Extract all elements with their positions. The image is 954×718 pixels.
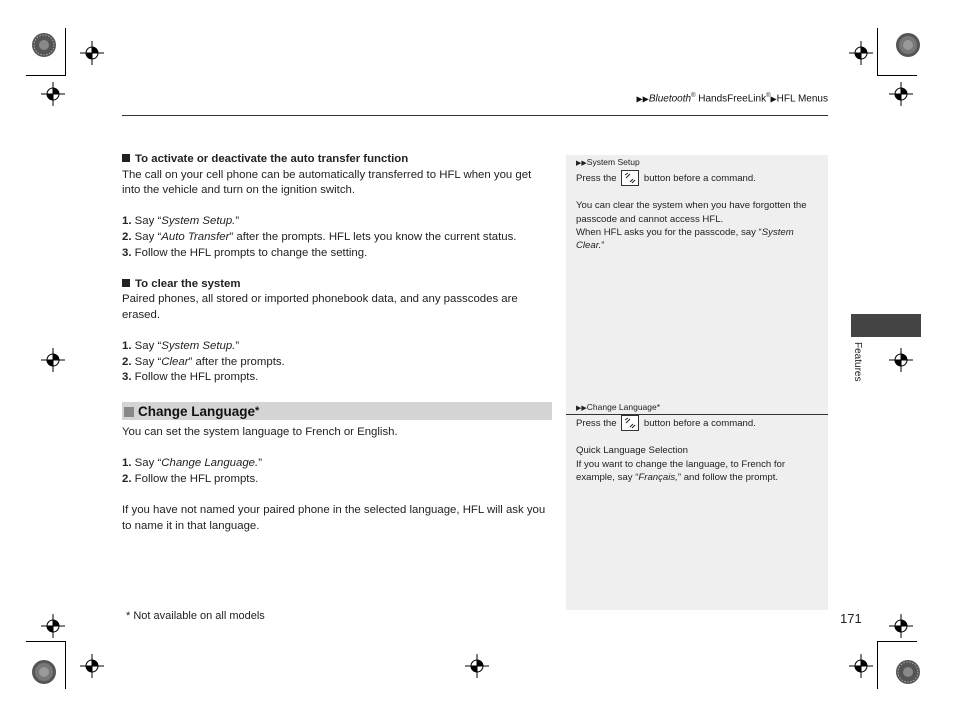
breadcrumb-bluetooth[interactable]: Bluetooth (648, 93, 692, 105)
change-language-content (122, 425, 552, 534)
crop-mark (65, 641, 66, 689)
step-item: 2. Say “Auto Transfer” after the prompts. HFL lets you know the current status. (122, 230, 517, 243)
crosshair-target-icon (41, 82, 65, 106)
triangle-icon: ▶ (770, 94, 777, 104)
sidebar-press-line: Press the button before a command. (566, 170, 828, 186)
crosshair-target-icon (80, 654, 104, 678)
crop-mark (877, 28, 878, 76)
registration-rosette-icon (893, 657, 923, 687)
square-bullet-icon (124, 407, 134, 417)
crosshair-target-icon (889, 82, 913, 106)
crosshair-target-icon (80, 41, 104, 65)
footnote: * Not available on all models (126, 610, 265, 622)
crosshair-target-icon (41, 614, 65, 638)
double-triangle-icon: ▶▶ (636, 94, 649, 104)
step-item: 3. Follow the HFL prompts. (122, 371, 259, 384)
main-content (122, 152, 552, 386)
step-item: 1. Say “System Setup.” (122, 340, 240, 353)
step-item: 2. Follow the HFL prompts. (122, 472, 259, 485)
sidebar-press-line: Press the button before a command. (566, 415, 828, 431)
breadcrumb-hfl-menus[interactable]: HFL Menus (776, 93, 828, 105)
auto-transfer-intro: The call on your cell phone can be automatically transferred to HFL when you get into the vehicle and turn on the ignition switch. (122, 168, 532, 197)
change-language-heading: Change Language* (122, 402, 552, 420)
sidebar-title: ▶▶Change Language* (576, 402, 661, 412)
sidebar-quick-language: Quick Language Selection (576, 445, 689, 457)
talk-button-icon (621, 170, 639, 186)
page-number: 171 (840, 611, 862, 626)
crosshair-target-icon (465, 654, 489, 678)
sidebar-french-text: If you want to change the language, to French for example, say “Français,” and follow the prompt. (576, 458, 786, 483)
clear-system-intro: Paired phones, all stored or imported phonebook data, and any passcodes are erased. (122, 293, 518, 321)
sidebar-separator (566, 414, 828, 415)
crop-mark (877, 641, 917, 642)
chapter-tab[interactable] (851, 314, 921, 337)
change-language-note: If you have not named your paired phone in the selected language, HFL will ask you to name it in that language. (122, 503, 546, 532)
step-item: 2. Say “Clear” after the prompts. (122, 355, 285, 368)
breadcrumb-handsfreelink[interactable]: HandsFreeLink (695, 93, 767, 105)
sidebar-title: ▶▶System Setup (576, 157, 640, 167)
square-bullet-icon (122, 279, 130, 287)
step-item: 1. Say “System Setup.” (122, 215, 240, 228)
section-heading-auto-transfer: To activate or deactivate the auto transfer function (122, 152, 552, 168)
registration-rosette-icon (893, 30, 923, 60)
crosshair-target-icon (849, 41, 873, 65)
double-triangle-icon: ▶▶ (576, 405, 587, 412)
crosshair-target-icon (849, 654, 873, 678)
crop-mark (65, 28, 66, 76)
square-bullet-icon (122, 154, 130, 162)
registration-rosette-icon (29, 657, 59, 687)
sidebar-system-setup (566, 156, 828, 252)
crosshair-target-icon (889, 348, 913, 372)
crop-mark (877, 641, 878, 689)
crosshair-target-icon (889, 614, 913, 638)
crosshair-target-icon (41, 348, 65, 372)
header-rule (122, 115, 828, 116)
double-triangle-icon: ▶▶ (576, 160, 587, 167)
sidebar-clear-text: You can clear the system when you have forgotten the passcode and cannot access HFL. (576, 200, 807, 225)
step-item: 3. Follow the HFL prompts to change the setting. (122, 246, 368, 259)
crop-mark (877, 75, 917, 76)
chapter-tab-label: Features (852, 342, 863, 382)
step-item: 1. Say “Change Language.” (122, 457, 262, 470)
section-heading-clear-system: To clear the system (122, 277, 552, 293)
change-language-intro: You can set the system language to French or English. (122, 426, 398, 438)
crop-mark (26, 75, 66, 76)
sidebar-passcode-text: When HFL asks you for the passcode, say “System Clear.” (576, 226, 794, 252)
breadcrumb: ▶▶Bluetooth® HandsFreeLink®▶HFL Menus (636, 93, 828, 105)
crop-mark (26, 641, 66, 642)
registration-rosette-icon (29, 30, 59, 60)
talk-button-icon (621, 415, 639, 431)
